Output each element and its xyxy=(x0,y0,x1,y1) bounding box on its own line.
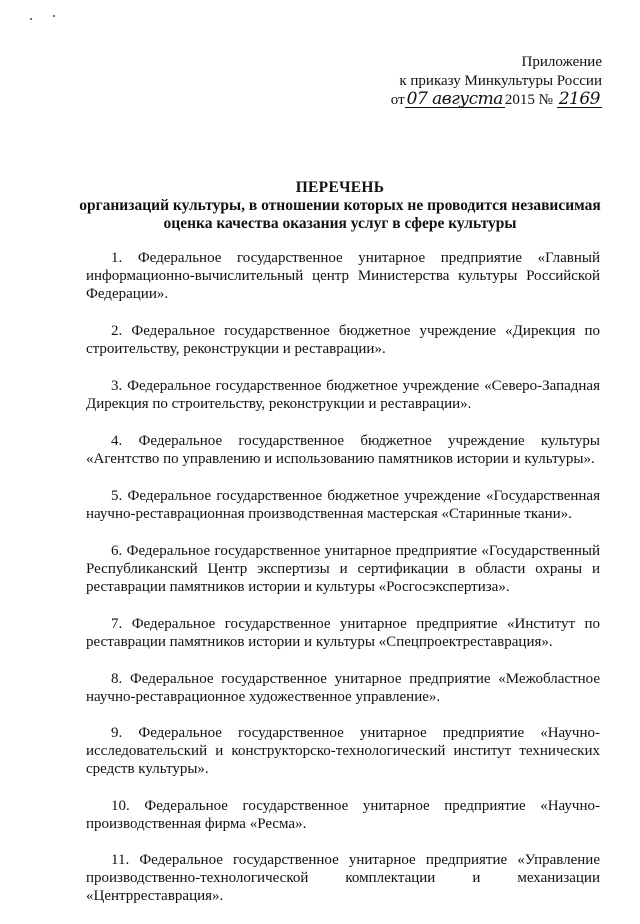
document-title xyxy=(60,179,620,233)
appendix-header xyxy=(391,53,602,110)
list-item: 4. Федеральное государственное бюджетное учреждение культуры «Агентство по управлению и использованию памятников истории и культуры». xyxy=(86,433,600,467)
list-item: 8. Федеральное государственное унитарное предприятие «Межобластное научно-реставрационное художественное управление». xyxy=(86,671,600,705)
organization-list xyxy=(86,249,600,924)
list-item: 1. Федеральное государственное унитарное предприятие «Главный информационно-вычислительный центр Министерства культуры Российской Федерации». xyxy=(86,250,600,302)
title-subtitle-line-2: оценка качества оказания услуг в сфере культуры xyxy=(163,215,517,232)
list-item: 7. Федеральное государственное унитарное предприятие «Институт по реставрации памятников истории и культуры «Спецпроектреставрация». xyxy=(86,616,600,650)
list-item: 2. Федеральное государственное бюджетное учреждение «Дирекция по строительству, реконструкции и реставрации». xyxy=(86,323,600,357)
order-year: 2015 № xyxy=(504,92,553,108)
list-item: 9. Федеральное государственное унитарное предприятие «Научно-исследовательский и конструкторско-технологический институт технических средств культуры». xyxy=(86,725,600,777)
order-reference: к приказу Минкультуры России xyxy=(399,73,602,89)
title-main: ПЕРЕЧЕНЬ xyxy=(295,179,385,196)
list-item: 10. Федеральное государственное унитарное предприятие «Научно-производственная фирма «Ресма». xyxy=(86,798,600,832)
handwritten-order-number: 2169 xyxy=(558,89,600,109)
scan-speck xyxy=(30,18,32,20)
order-date-line xyxy=(391,91,602,110)
appendix-label: Приложение xyxy=(521,54,602,70)
scan-speck xyxy=(53,15,55,17)
list-item: 11. Федеральное государственное унитарное предприятие «Управление производственно-технологической комплектации и механизации «Центрреставрация». xyxy=(86,852,600,904)
list-item: 6. Федеральное государственное унитарное предприятие «Государственный Республиканский Центр экспертизы и сертификации в области охраны и реставрации памятников истории и культуры «Росгосэкспертиза». xyxy=(86,543,600,595)
list-item: 5. Федеральное государственное бюджетное учреждение «Государственная научно-реставрационная производственная мастерская «Старинные ткани». xyxy=(86,488,600,522)
list-item: 3. Федеральное государственное бюджетное учреждение «Северо-Западная Дирекция по строительству, реконструкции и реставрации». xyxy=(86,378,600,412)
title-subtitle-line-1: организаций культуры, в отношении которых не проводится независимая xyxy=(79,197,601,214)
date-prefix: от xyxy=(390,92,405,108)
handwritten-date: 07 августа xyxy=(406,89,503,109)
